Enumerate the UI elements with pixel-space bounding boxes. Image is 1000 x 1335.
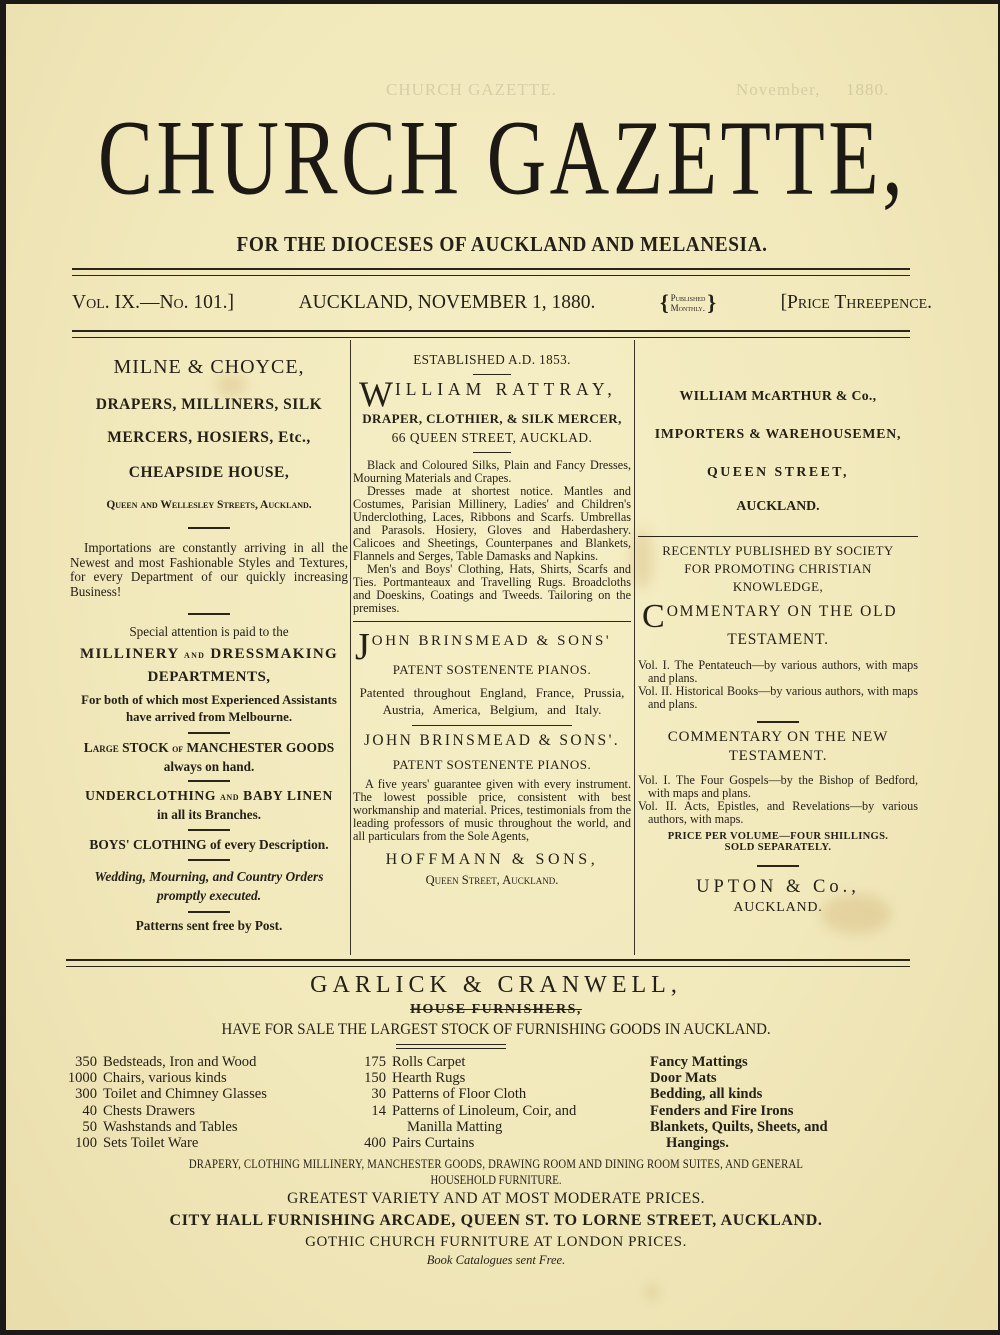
- drop-cap: J: [355, 626, 370, 668]
- inventory-item: Blankets, Quilts, Sheets, and: [650, 1118, 828, 1135]
- separator: [473, 374, 511, 375]
- drapery-line: DRAPERY, CLOTHING MILLINERY, MANCHESTER GOODS, DRAWING ROOM AND DINING ROOM SUITES, AND GENERAL: [188, 1157, 804, 1171]
- rattray-paragraph: Black and Coloured Silks, Plain and Fancy Dresses, Mourning Materials and Crapes.: [353, 458, 631, 485]
- inventory-qty: 100: [75, 1135, 97, 1152]
- inventory-qty: 40: [82, 1102, 97, 1119]
- inventory-qty: 400: [364, 1135, 386, 1152]
- brinsmead-subheading: PATENT SOSTENENTE PIANOS.: [392, 662, 592, 677]
- underclothing-word: UNDERCLOTHING: [85, 788, 217, 803]
- price-per-volume: PRICE PER VOLUME—FOUR SHILLINGS.: [667, 831, 889, 842]
- branches-text: in all its Branches.: [156, 807, 262, 822]
- old-testament-vol1: Vol. I. The Pentateuch—by various authors, with maps and plans.: [638, 658, 918, 685]
- inventory-row: [46, 1119, 267, 1135]
- separator: [473, 452, 511, 453]
- old-testament-title: OMMENTARY ON THE OLD: [666, 603, 898, 620]
- separator: [353, 621, 631, 622]
- inventory-item: Patterns of Linoleum, Coir, and: [392, 1102, 577, 1119]
- inventory-item: Bedsteads, Iron and Wood: [103, 1054, 257, 1070]
- boys-clothing: [70, 837, 348, 853]
- brinsmead-subheading-2: PATENT SOSTENENTE PIANOS.: [392, 757, 592, 772]
- catalogues-line: Book Catalogues sent Free.: [426, 1253, 566, 1267]
- inventory-item: Hangings.: [666, 1135, 729, 1152]
- headline-rule: [396, 1044, 506, 1049]
- trade-line: DRAPERS, MILLINERS, SILK: [95, 396, 323, 413]
- dateline: [72, 292, 932, 314]
- inventory-row: [46, 1135, 267, 1151]
- departments: DEPARTMENTS,: [147, 668, 271, 685]
- wedding-orders: Wedding, Mourning, and Country Orders promptly executed.: [94, 868, 324, 903]
- stock-heading: [70, 740, 348, 756]
- boys-clothing-text: of every Description.: [209, 836, 329, 852]
- stock-word: STOCK: [122, 739, 169, 755]
- rattray-heading: [353, 374, 631, 414]
- inventory-item: Chairs, various kinds: [103, 1070, 227, 1087]
- hoffmann-address: Queen Street, Auckland.: [425, 873, 559, 887]
- special-attention: Special attention is paid to the: [129, 624, 289, 639]
- column-divider: [350, 340, 351, 955]
- separator: [412, 725, 572, 726]
- issue-date: AUCKLAND, NOVEMBER 1, 1880.: [298, 292, 596, 313]
- patterns-by-post: Patterns sent free by Post.: [135, 917, 283, 933]
- inventory-qty: [346, 1119, 407, 1135]
- inventory-item: Hearth Rugs: [392, 1070, 466, 1087]
- old-testament-heading: [638, 598, 918, 635]
- inventory-column-1: [46, 1054, 267, 1151]
- and-word: and: [220, 791, 240, 803]
- masthead-rule: [72, 268, 910, 276]
- arcade-address: CITY HALL FURNISHING ARCADE, QUEEN ST. TO LORNE STREET, AUCKLAND.: [169, 1212, 823, 1229]
- separator: [188, 732, 230, 734]
- rattray-name: ILLIAM RATTRAY,: [394, 379, 617, 399]
- and-word: and: [184, 648, 206, 661]
- garlick-firm-name: GARLICK & CRANWELL,: [310, 972, 682, 998]
- hoffmann-name: HOFFMANN & SONS,: [385, 851, 599, 868]
- mcarthur-street: QUEEN STREET,: [707, 464, 849, 479]
- inventory-column-2: [346, 1054, 576, 1151]
- newspaper-title: CHURCH GAZETTE,: [97, 97, 907, 218]
- always-on-hand: always on hand.: [163, 758, 255, 774]
- underclothing-heading: [70, 788, 348, 804]
- inventory-row: [346, 1054, 576, 1070]
- separator: [188, 613, 230, 615]
- volume-number: Vol. IX.—No. 101.]: [72, 292, 235, 313]
- inventory-item: Chests Drawers: [103, 1102, 196, 1119]
- large-word: Large: [83, 739, 119, 755]
- monthly-label: Monthly.: [670, 303, 705, 313]
- separator: [188, 780, 230, 782]
- spck-line: KNOWLEDGE,: [732, 579, 824, 594]
- manchester-goods: MANCHESTER GOODS: [186, 739, 335, 755]
- separator: [757, 865, 799, 867]
- sold-separately: SOLD SEPARATELY.: [724, 842, 832, 853]
- gothic-furniture-line: GOTHIC CHURCH FURNITURE AT LONDON PRICES.: [305, 1234, 687, 1250]
- rattray-address: 66 QUEEN STREET, AUCKLAD.: [391, 430, 593, 445]
- newspaper-subtitle: FOR THE DIOCESES OF AUCKLAND AND MELANESIA.: [236, 232, 768, 256]
- old-testament-title-2: TESTAMENT.: [727, 631, 829, 648]
- publication-frequency: [660, 292, 716, 314]
- inventory-item: Patterns of Floor Cloth: [392, 1086, 527, 1103]
- inventory-qty: 30: [371, 1086, 386, 1103]
- garlick-trade: HOUSE FURNISHERS,: [410, 1002, 582, 1017]
- right-brace: }: [707, 290, 716, 315]
- mcarthur-city: AUCKLAND.: [736, 498, 820, 513]
- masthead: [72, 97, 932, 256]
- inventory-qty: 14: [371, 1102, 386, 1119]
- separator: [638, 536, 918, 537]
- inventory-row: [46, 1103, 267, 1119]
- brinsmead-heading: [353, 626, 631, 668]
- upton-city: AUCKLAND.: [733, 900, 823, 915]
- drop-cap: W: [359, 374, 393, 414]
- inventory-item: Toilet and Chimney Glasses: [103, 1086, 267, 1103]
- inventory-column-3: [650, 1054, 828, 1151]
- old-testament-vol2: Vol. II. Historical Books—by various authors, with maps and plans.: [638, 684, 918, 711]
- variety-line: GREATEST VARIETY AND AT MOST MODERATE PRICES.: [287, 1190, 705, 1207]
- spck-line: RECENTLY PUBLISHED BY SOCIETY: [662, 543, 894, 558]
- separator: [757, 721, 799, 723]
- published-label: Published: [670, 293, 706, 303]
- brinsmead-body: Patented throughout England, France, Prussia, Austria, America, Belgium, and Italy.: [359, 685, 625, 717]
- inventory-row: [346, 1103, 576, 1119]
- spck-line: FOR PROMOTING CHRISTIAN: [684, 561, 872, 576]
- bleedthrough-title: CHURCH GAZETTE.: [386, 80, 557, 99]
- inventory-item: Bedding, all kinds: [650, 1086, 763, 1103]
- garlick-headline: HAVE FOR SALE THE LARGEST STOCK OF FURNISHING GOODS IN AUCKLAND.: [221, 1021, 771, 1038]
- bleedthrough-month: November,: [736, 80, 821, 99]
- inventory-qty: 150: [364, 1070, 386, 1087]
- ads-middle-column: [353, 346, 631, 888]
- mcarthur-name: WILLIAM McARTHUR & Co.,: [679, 388, 877, 403]
- brinsmead-name: OHN BRINSMEAD & SONS': [371, 633, 612, 649]
- separator: [188, 911, 230, 913]
- mcarthur-trade: IMPORTERS & WAREHOUSEMEN,: [654, 426, 902, 441]
- inventory-item: Sets Toilet Ware: [103, 1135, 199, 1152]
- column-divider: [634, 340, 635, 955]
- inventory-row: [46, 1070, 267, 1086]
- drapery-line: HOUSEHOLD FURNITURE.: [430, 1173, 562, 1187]
- boys-clothing-heading: BOYS' CLOTHING: [89, 836, 207, 852]
- inventory-item: Door Mats: [650, 1070, 717, 1087]
- separator: [188, 829, 230, 831]
- address: Queen and Wellesley Streets, Auckland.: [106, 499, 312, 511]
- ad-milne-choyce: [70, 346, 348, 933]
- rattray-paragraph: Dresses made at shortest notice. Mantles and Costumes, Parisian Millinery, Ladies' and Children's Underclothing, Laces, Ribbons and Scarfs. Umbrellas and Parasols. Hosiery, Gloves and Haberdashery. Calicoes and Sheetings, Counterpanes and Blankets, Flannels and Serges, Table Damasks and Napkins.: [353, 484, 631, 563]
- inventory-row: [46, 1086, 267, 1102]
- rattray-trade: DRAPER, CLOTHIER, & SILK MERCER,: [362, 411, 622, 426]
- established-line: ESTABLISHED A.D. 1853.: [413, 352, 571, 367]
- ads-right-column: [638, 346, 918, 916]
- separator: [188, 859, 230, 861]
- firm-name: MILNE & CHOYCE,: [113, 356, 305, 378]
- inventory-row: [346, 1119, 576, 1135]
- brinsmead-body-2: A five years' guarantee given with every instrument. The lowest possible price, consistent with best workmanship and material. Prices, testimonials from the leading professors of music throughout the world, and all particulars from the Sole Agents,: [353, 777, 631, 843]
- importations-text: Importations are constantly arriving in all the Newest and most Fashionable Styles and Textures, for every Department of our quickly increasing Business!: [70, 540, 348, 599]
- inventory-item: Fenders and Fire Irons: [650, 1102, 794, 1119]
- inventory-item: Pairs Curtains: [392, 1135, 475, 1152]
- new-testament-title-2: TESTAMENT.: [728, 748, 828, 764]
- inventory-qty: 50: [82, 1118, 97, 1135]
- millinery-word: MILLINERY: [80, 645, 179, 662]
- assistants-text: For both of which most Experienced Assistants have arrived from Melbourne.: [81, 692, 337, 724]
- inventory-row: [46, 1054, 267, 1070]
- inventory-row: [346, 1135, 576, 1151]
- new-testament-title: COMMENTARY ON THE NEW: [667, 729, 889, 745]
- inventory-qty: 350: [75, 1054, 97, 1070]
- of-word: of: [172, 742, 184, 755]
- new-testament-vol2: Vol. II. Acts, Epistles, and Revelations—by various authors, with maps.: [638, 799, 918, 826]
- drop-cap: C: [642, 598, 665, 635]
- bleedthrough-year: 1880.: [846, 80, 890, 99]
- inventory-qty: 300: [75, 1086, 97, 1103]
- paper-stain: [646, 1284, 658, 1300]
- inventory-item: Rolls Carpet: [392, 1054, 466, 1070]
- price: [Price Threepence.: [780, 292, 932, 313]
- newspaper-page: [6, 4, 998, 1330]
- inventory-item: Fancy Mattings: [650, 1054, 748, 1070]
- inventory-qty: 175: [364, 1054, 386, 1070]
- baby-linen-word: BABY LINEN: [243, 788, 333, 803]
- trade-line: MERCERS, HOSIERS, Etc.,: [107, 429, 311, 446]
- house-name: CHEAPSIDE HOUSE,: [128, 464, 290, 481]
- new-testament-vol1: Vol. I. The Four Gospels—by the Bishop of Bedford, with maps and plans.: [638, 773, 918, 800]
- brinsmead-heading-2: JOHN BRINSMEAD & SONS'.: [363, 732, 621, 749]
- inventory-item: Manilla Matting: [407, 1118, 503, 1135]
- millinery-heading: [70, 646, 348, 663]
- inventory-row: [346, 1086, 576, 1102]
- inventory-item: Washstands and Tables: [103, 1118, 238, 1135]
- left-brace: {: [659, 290, 669, 315]
- inventory-row: [346, 1070, 576, 1086]
- upton-name: UPTON & Co.,: [696, 877, 860, 897]
- section-rule: [66, 959, 910, 967]
- separator: [188, 527, 230, 529]
- inventory-qty: 1000: [67, 1070, 97, 1087]
- dateline-rule: [72, 330, 910, 338]
- dressmaking-word: DRESSMAKING: [210, 645, 338, 662]
- rattray-paragraph: Men's and Boys' Clothing, Hats, Shirts, Scarfs and Ties. Portmanteaux and Travelling Rugs. Broadcloths and Doeskins, Coatings and Tweeds. Tailoring on the premises.: [353, 562, 631, 615]
